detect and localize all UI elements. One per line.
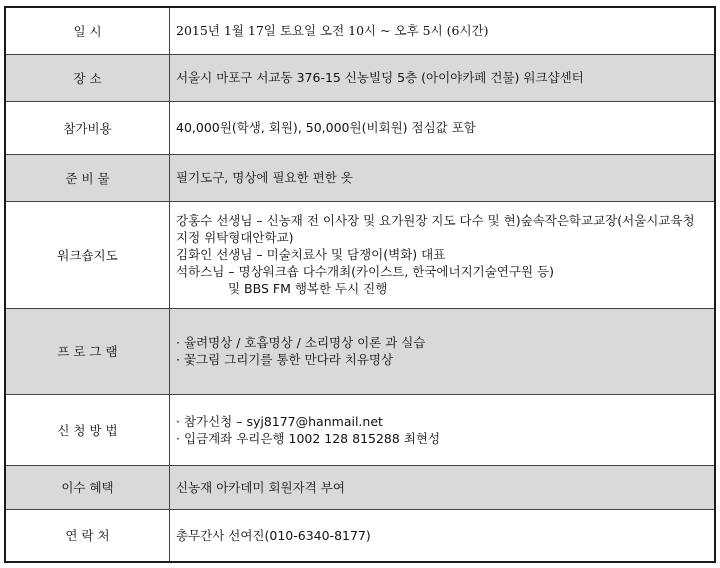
row-supplies	[6, 154, 714, 201]
value-program	[170, 308, 715, 394]
instructor-line: 김화인 선생님 – 미술치료사 및 담쟁이(벽화) 대표	[176, 247, 446, 262]
location-text: 서울시 마포구 서교동 376-15 신농빌딩 5층 (아이야카페 건물) 워크샵센터	[176, 70, 584, 85]
instructor-line: 석하스님 – 명상워크숍 다수개최(카이스트, 한국에너지기술연구원 등)	[176, 264, 554, 279]
program-item: · 꽃그림 그리기를 통한 만다라 치유명상	[176, 352, 394, 367]
row-contact	[6, 509, 714, 561]
label-supplies: 준 비 물	[6, 154, 170, 201]
label-datetime: 일 시	[6, 8, 170, 54]
value-instructors	[170, 201, 715, 308]
value-benefit	[170, 465, 715, 509]
contact-text: 총무간사 선여진(010-6340-8177)	[176, 527, 371, 543]
supplies-text: 필기도구, 명상에 필요한 편한 옷	[176, 170, 353, 185]
label-contact: 연 락 처	[6, 509, 170, 561]
application-item: · 입금계좌 우리은행 1002 128 815288 최현성	[176, 430, 441, 446]
label-instructors: 워크숍지도	[6, 201, 170, 308]
label-benefit: 이수 혜택	[6, 465, 170, 509]
label-application: 신 청 방 법	[6, 394, 170, 465]
row-datetime	[6, 8, 714, 54]
row-application	[6, 394, 714, 465]
row-program	[6, 308, 714, 394]
info-table	[6, 8, 714, 561]
value-datetime	[170, 8, 715, 54]
program-item: · 율려명상 / 호흡명상 / 소리명상 이론 과 실습	[176, 335, 426, 350]
label-location: 장 소	[6, 54, 170, 101]
label-program: 프 로 그 램	[6, 308, 170, 394]
value-location	[170, 54, 715, 101]
value-supplies	[170, 154, 715, 201]
instructor-line: 강홍수 선생님 – 신농재 전 이사장 및 요가원장 지도 다수 및 현)숲속작은학교교장(서울시교육청 지정 위탁형대안학교)	[176, 213, 695, 245]
event-info-table	[4, 6, 716, 563]
row-instructors	[6, 201, 714, 308]
value-fee	[170, 101, 715, 154]
benefit-text: 신농재 아카데미 회원자격 부여	[176, 479, 345, 495]
datetime-text: 2015년 1월 17일 토요일 오전 10시 ~ 오후 5시 (6시간)	[176, 23, 489, 39]
row-benefit	[6, 465, 714, 509]
value-application	[170, 394, 715, 465]
application-item: · 참가신청 – syj8177@hanmail.net	[176, 413, 383, 429]
fee-text: 40,000원(학생, 회원), 50,000원(비회원) 점심값 포함	[176, 120, 476, 135]
instructor-line: 및 BBS FM 행복한 두시 진행	[228, 281, 388, 296]
row-fee	[6, 101, 714, 154]
value-contact	[170, 509, 715, 561]
label-fee: 참가비용	[6, 101, 170, 154]
row-location	[6, 54, 714, 101]
